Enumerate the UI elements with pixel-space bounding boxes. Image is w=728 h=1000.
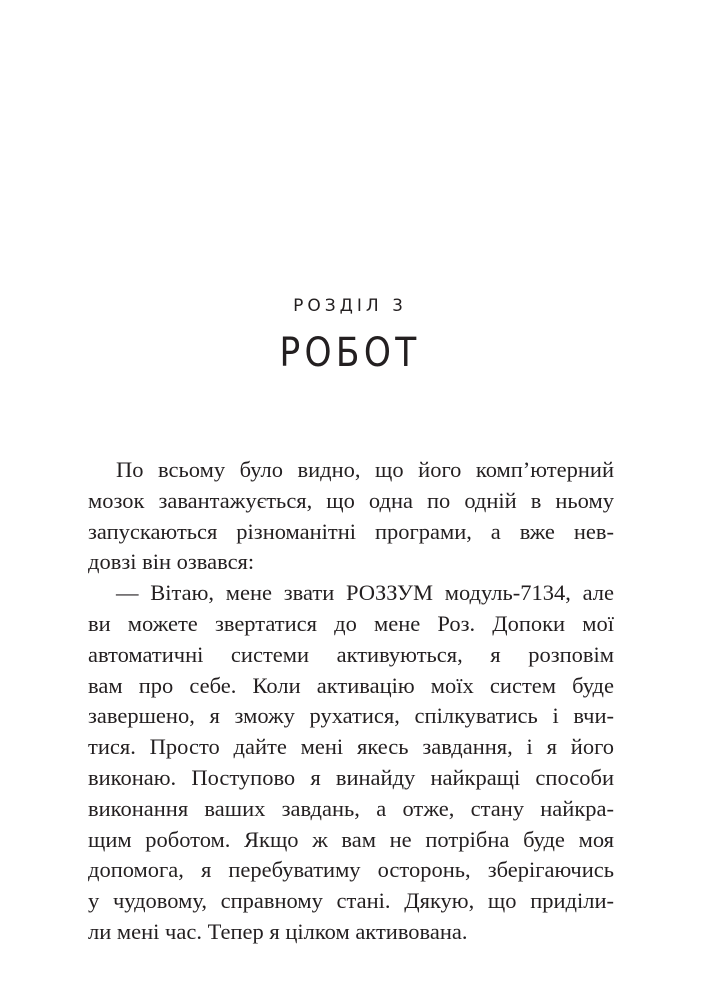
text-line: у чудовому, справному стані. Дякую, що приділи- [88,888,614,914]
chapter-number: РОЗДІЛ 3 [293,296,407,316]
text-line: завершено, я зможу рухатися, спілкуватись і вчи- [88,703,614,729]
body-text [88,455,614,948]
text-line: запускаються різноманітні програми, а вже нев- [88,518,614,544]
text-line: ви можете звертатися до мене Роз. Допоки мої [88,610,614,636]
text-line: довзі він озвався: [88,549,255,575]
text-line: — Вітаю, мене звати РОЗЗУМ модуль-7134, але [116,580,614,606]
text-line: тися. Просто дайте мені якесь завдання, і я його [88,734,614,760]
text-line: мозок завантажується, що одна по одній в ньому [88,487,614,513]
chapter-title: РОБОТ [279,330,421,376]
text-line: вам про себе. Коли активацію моїх систем буде [88,672,614,698]
text-line: щим роботом. Якщо ж вам не потрібна буде моя [88,826,614,852]
text-line: По всьому було видно, що його комп’ютерний [116,457,614,482]
text-line: ли мені час. Тепер я цілком активована. [88,918,468,944]
text-line: виконання ваших завдань, а отже, стану найкра- [88,795,614,821]
text-line: допомога, я перебуватиму осторонь, зберігаючись [88,857,614,883]
text-line: автоматичні системи активуються, я розповім [88,641,614,667]
text-line: виконаю. Поступово я винайду найкращі способи [88,764,614,790]
